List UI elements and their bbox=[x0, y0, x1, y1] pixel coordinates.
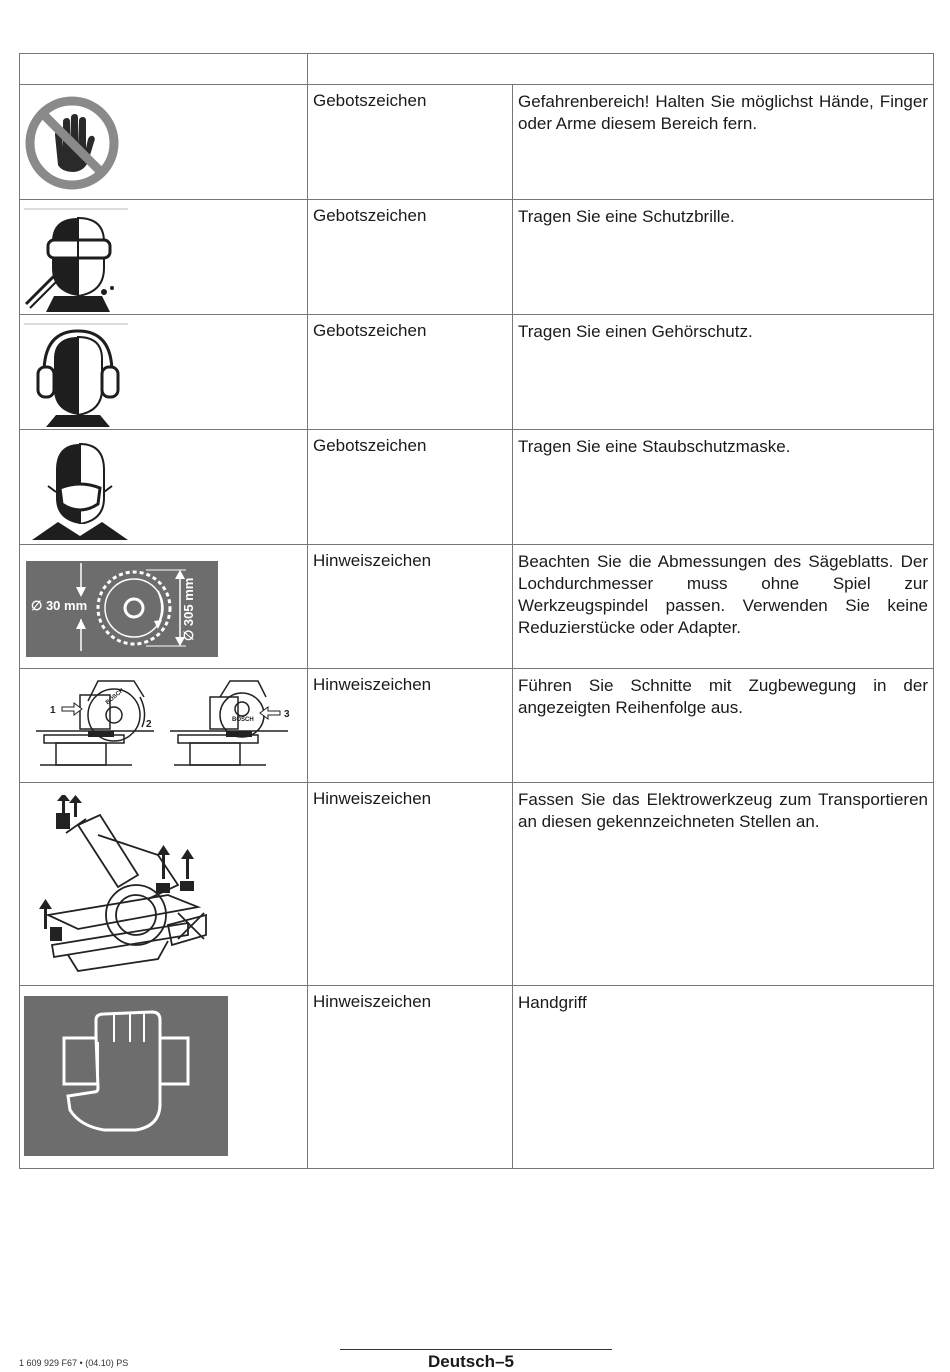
symbol-type: Gebotszeichen bbox=[308, 315, 513, 429]
transport-grip-icon bbox=[38, 795, 210, 975]
symbol-cell bbox=[20, 315, 308, 429]
document-code: 1 609 929 F67 • (04.10) PS bbox=[19, 1358, 129, 1368]
symbol-description: Handgriff bbox=[518, 993, 587, 1012]
table-row bbox=[20, 545, 933, 669]
step-1-label: 1 bbox=[50, 705, 56, 716]
symbol-type: Gebotszeichen bbox=[308, 200, 513, 314]
brand-label-1: BOSCH bbox=[104, 687, 126, 707]
table-header-row bbox=[20, 54, 933, 85]
table-row bbox=[20, 315, 933, 430]
dust-mask-icon bbox=[28, 440, 132, 540]
symbol-description: Gefahrenbereich! Halten Sie möglichst Hände, Finger oder Arme diesem Bereich fern. bbox=[518, 92, 928, 133]
symbol-description: Führen Sie Schnitte mit Zugbewegung in der angezeigten Reihenfolge aus. bbox=[518, 676, 928, 717]
blade-diameter-label: ∅ 305 mm bbox=[181, 577, 196, 641]
symbol-type: Hinweiszeichen bbox=[308, 669, 513, 782]
table-row bbox=[20, 85, 933, 200]
symbol-cell bbox=[20, 430, 308, 544]
brand-label-2: BOSCH bbox=[232, 717, 254, 723]
symbol-cell bbox=[20, 545, 308, 668]
step-3-label: 3 bbox=[284, 709, 290, 720]
header-cell-symbol bbox=[20, 54, 308, 84]
header-cell-meaning bbox=[308, 54, 933, 84]
symbol-type: Gebotszeichen bbox=[308, 430, 513, 544]
table-row bbox=[20, 430, 933, 545]
table-row bbox=[20, 669, 933, 783]
symbol-type: Hinweiszeichen bbox=[308, 545, 513, 668]
symbol-description: Fassen Sie das Elektrowerkzeug zum Transportieren an diesen gekennzeichneten Stellen an. bbox=[518, 790, 928, 831]
blade-bore-label: ∅ 30 mm bbox=[31, 598, 88, 613]
symbol-type: Gebotszeichen bbox=[308, 85, 513, 199]
step-2-label: 2 bbox=[146, 719, 152, 730]
pull-cut-sequence-icon bbox=[34, 675, 296, 775]
no-hands-icon bbox=[24, 95, 120, 191]
symbol-description: Tragen Sie einen Gehörschutz. bbox=[518, 322, 753, 341]
table-row bbox=[20, 200, 933, 315]
symbol-type: Hinweiszeichen bbox=[308, 783, 513, 985]
blade-bore-value: 30 mm bbox=[45, 598, 88, 613]
ear-protection-icon bbox=[24, 323, 130, 427]
handle-drawing bbox=[24, 996, 228, 1156]
symbol-cell bbox=[20, 986, 308, 1168]
page-number: Deutsch–5 bbox=[428, 1352, 514, 1371]
symbol-cell bbox=[20, 783, 308, 985]
symbol-type: Hinweiszeichen bbox=[308, 986, 513, 1168]
footer-divider bbox=[340, 1349, 612, 1350]
blade-diameter-value: 305 mm bbox=[181, 577, 196, 627]
symbol-cell bbox=[20, 669, 308, 782]
symbol-description: Tragen Sie eine Schutzbrille. bbox=[518, 207, 735, 226]
symbol-description: Tragen Sie eine Staubschutzmaske. bbox=[518, 437, 791, 456]
symbol-cell bbox=[20, 85, 308, 199]
table-row bbox=[20, 986, 933, 1168]
handle-icon bbox=[24, 996, 228, 1156]
table-row bbox=[20, 783, 933, 986]
safety-goggles-icon bbox=[24, 208, 130, 312]
symbol-table bbox=[19, 53, 934, 1169]
symbol-cell bbox=[20, 200, 308, 314]
symbol-description: Beachten Sie die Abmessungen des Sägeblatts. Der Lochdurchmesser muss ohne Spiel zur Werkzeugspindel passen. Verwenden Sie keine Reduzierstücke oder Adapter. bbox=[518, 552, 928, 637]
saw-blade-dimensions-icon bbox=[26, 561, 218, 657]
